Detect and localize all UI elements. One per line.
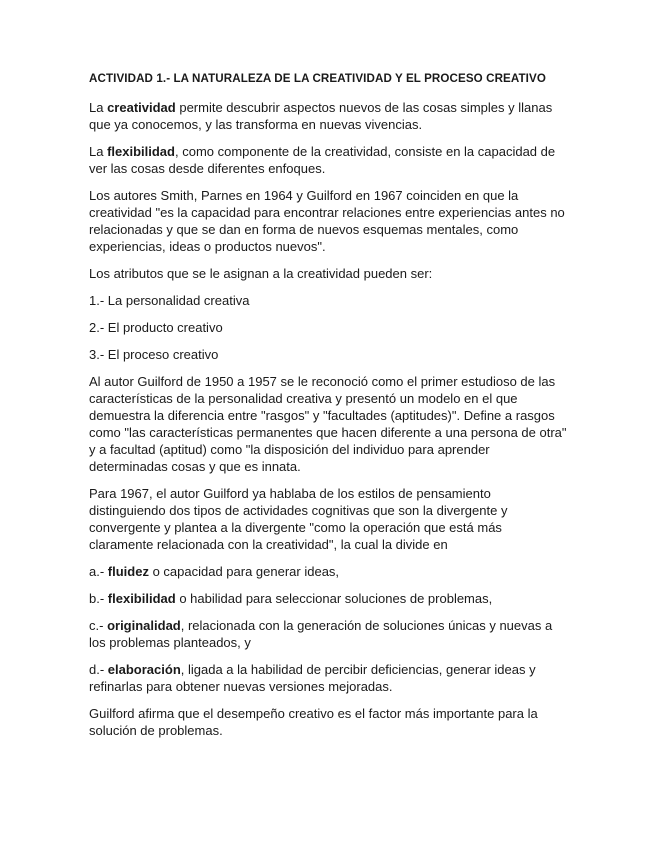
list-item-proceso — [89, 346, 569, 363]
list-item-elaboracion — [89, 661, 569, 695]
paragraph-text: o capacidad para generar ideas, — [148, 564, 340, 579]
bold-term: flexibilidad — [107, 144, 175, 159]
list-item-producto — [89, 319, 569, 336]
list-item-flexibilidad — [89, 590, 569, 607]
paragraph-text: , ligada a la habilidad de percibir deficiencias, generar ideas y refinarlas para obtener nuevas versiones mejoradas. — [89, 662, 536, 694]
paragraph-flexibilidad — [89, 143, 569, 177]
paragraph-text: , como componente de la creatividad, consiste en la capacidad de ver las cosas desde diferentes enfoques. — [89, 144, 556, 176]
paragraph-text: permite descubrir aspectos nuevos de las cosas simples y llanas que ya conocemos, y las transforma en nuevas vivencias. — [89, 100, 553, 132]
paragraph-text: Guilford afirma que el desempeño creativo es el factor más importante para la solución de problemas. — [89, 706, 538, 738]
paragraph-text: , relacionada con la generación de soluciones únicas y nuevas a los problemas planteados, y — [89, 618, 553, 650]
paragraph-creatividad — [89, 99, 569, 133]
paragraph-text: Los atributos que se le asignan a la creatividad pueden ser: — [89, 266, 433, 281]
paragraph-text: a.- — [89, 564, 108, 579]
paragraph-text: La — [89, 144, 108, 159]
paragraph-text: La — [89, 100, 108, 115]
paragraph-text: b.- — [89, 591, 108, 606]
paragraph-autores — [89, 187, 569, 255]
paragraph-text: c.- — [89, 618, 108, 633]
list-item-originalidad — [89, 617, 569, 651]
paragraph-text: 2.- El producto creativo — [89, 320, 223, 335]
bold-term: fluidez — [107, 564, 149, 579]
paragraph-text: o habilidad para seleccionar soluciones de problemas, — [175, 591, 493, 606]
document-page — [89, 71, 569, 749]
paragraph-guilford-1967 — [89, 485, 569, 553]
paragraph-text: Los autores Smith, Parnes en 1964 y Guilford en 1967 coinciden en que la creatividad "es la capacidad para encontrar relaciones entre experiencias antes no relacionadas y que se dan en forma de nuevos esquemas mentales, como experiencias, ideas o productos nuevos". — [89, 188, 565, 254]
paragraph-text: d.- — [89, 662, 108, 677]
paragraph-text: Para 1967, el autor Guilford ya hablaba de los estilos de pensamiento distinguiendo dos tipos de actividades cognitivas que son la divergente y convergente y plantea a la divergente "como la operación que está más claramente relacionada con la creatividad", la cual la divide en — [89, 486, 508, 552]
list-item-personalidad — [89, 292, 569, 309]
list-item-fluidez — [89, 563, 569, 580]
paragraph-atributos — [89, 265, 569, 282]
paragraph-text: Al autor Guilford de 1950 a 1957 se le reconoció como el primer estudioso de las características de la personalidad creativa y presentó un modelo en el que demuestra la diferencia entre "rasgos" y "facultades (aptitudes)". Define a rasgos como "las características permanentes que hacen diferente a una persona de otra" y a facultad (aptitud) como "la disposición del individuo para aprender determinadas cosas y que es innata. — [89, 374, 567, 474]
bold-term: creatividad — [107, 100, 176, 115]
bold-term: elaboración — [107, 662, 181, 677]
paragraph-guilford-1950 — [89, 373, 569, 475]
bold-term: originalidad — [107, 618, 181, 633]
paragraph-text: 1.- La personalidad creativa — [89, 293, 250, 308]
paragraph-text: 3.- El proceso creativo — [89, 347, 219, 362]
bold-term: flexibilidad — [107, 591, 176, 606]
paragraph-conclusion — [89, 705, 569, 739]
document-title: ACTIVIDAD 1.- LA NATURALEZA DE LA CREATIVIDAD Y EL PROCESO CREATIVO — [89, 72, 546, 85]
